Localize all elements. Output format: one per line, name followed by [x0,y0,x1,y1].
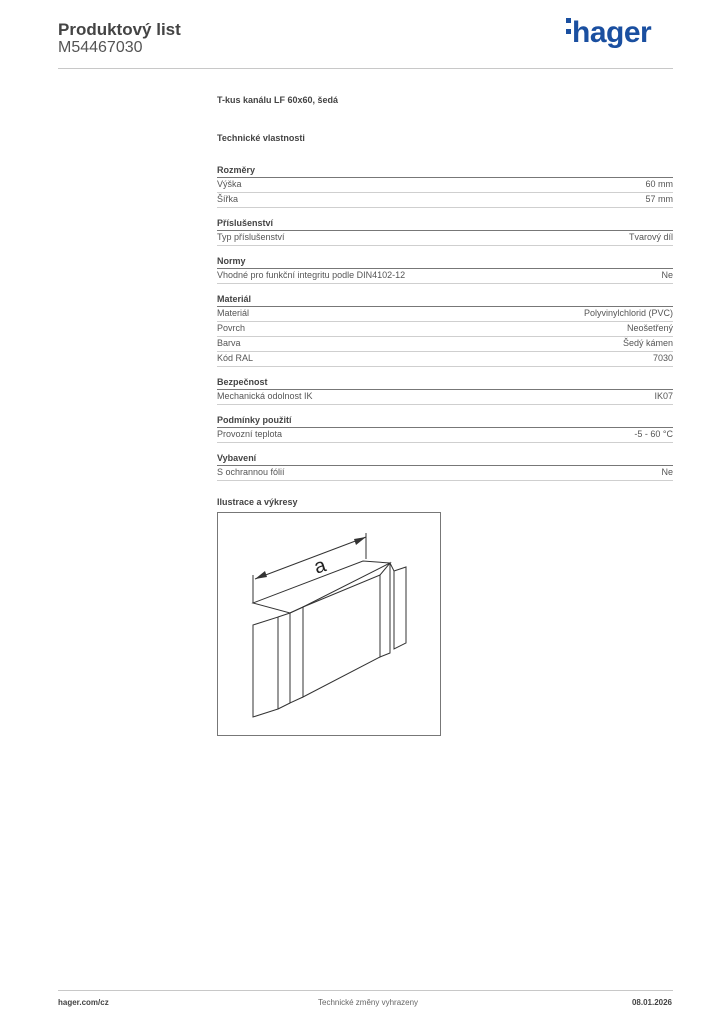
drawing-dimension-label: a [311,554,329,579]
property-group-title: Materiál [217,294,673,307]
property-row [217,466,673,481]
property-group [217,415,673,443]
header-divider [58,68,673,69]
property-key: Výška [217,179,242,189]
technical-properties-heading: Technické vlastnosti [217,133,305,143]
product-details [217,95,673,507]
drawing-arrow-left [255,571,267,579]
property-row [217,193,673,208]
property-row [217,428,673,443]
footer-date: 08.01.2026 [631,998,672,1007]
property-value: Ne [661,270,673,280]
property-group-title: Bezpečnost [217,377,673,390]
property-group [217,256,673,284]
property-row [217,178,673,193]
property-group [217,218,673,246]
property-value: 7030 [652,353,673,363]
property-key: Typ příslušenství [217,232,285,242]
property-key: Šířka [217,194,239,204]
property-key: Barva [217,338,241,348]
property-value: 57 mm [645,194,673,204]
property-value: IK07 [654,391,673,401]
property-key: S ochrannou fólií [217,467,285,477]
property-row [217,337,673,352]
property-key: Povrch [217,323,246,333]
drawing-arrow-right [354,537,366,545]
property-row [217,307,673,322]
property-group [217,453,673,481]
property-groups [217,165,673,481]
drawing-left-connector [290,607,303,703]
t-piece-drawing [218,513,440,735]
property-group-title: Podmínky použití [217,415,673,428]
property-key: Vhodné pro funkční integritu podle DIN4102-12 [217,270,406,280]
product-code: M54467030 [58,39,143,56]
property-key: Mechanická odolnost IK [217,391,313,401]
technical-drawing [217,512,441,736]
property-row [217,322,673,337]
property-group [217,294,673,367]
property-row [217,352,673,367]
property-row [217,231,673,246]
property-group [217,377,673,405]
page-title: Produktový list [58,20,181,39]
drawing-right-connector [380,563,390,657]
logo-colon-icon [566,12,572,40]
drawing-right-cap [394,567,406,649]
logo-text: hager [572,16,652,49]
property-group [217,165,673,208]
property-value: Tvarový díl [628,232,673,242]
property-group-title: Rozměry [217,165,673,178]
property-row [217,269,673,284]
drawing-left-cap [253,617,278,717]
property-group-title: Vybavení [217,453,673,466]
property-key: Materiál [217,308,250,318]
hager-logo[interactable] [566,14,651,50]
property-key: Kód RAL [217,353,254,363]
property-value: Ne [661,467,673,477]
illustrations-heading: Ilustrace a výkresy [217,497,298,507]
property-group-title: Příslušenství [217,218,673,231]
property-key: Provozní teplota [217,429,283,439]
property-value: Polyvinylchlorid (PVC) [583,308,673,318]
property-value: -5 - 60 °C [634,429,673,439]
property-value: Neošetřený [626,323,673,333]
property-value: 60 mm [645,179,673,189]
drawing-body-front [303,575,380,697]
footer-note: Technické změny vyhrazeny [318,998,419,1007]
property-group-title: Normy [217,256,673,269]
product-name: T-kus kanálu LF 60x60, šedá [217,95,339,105]
footer-site-link[interactable]: hager.com/cz [58,998,109,1007]
footer-divider [58,990,673,991]
property-row [217,390,673,405]
property-value: Šedý kámen [622,338,673,348]
